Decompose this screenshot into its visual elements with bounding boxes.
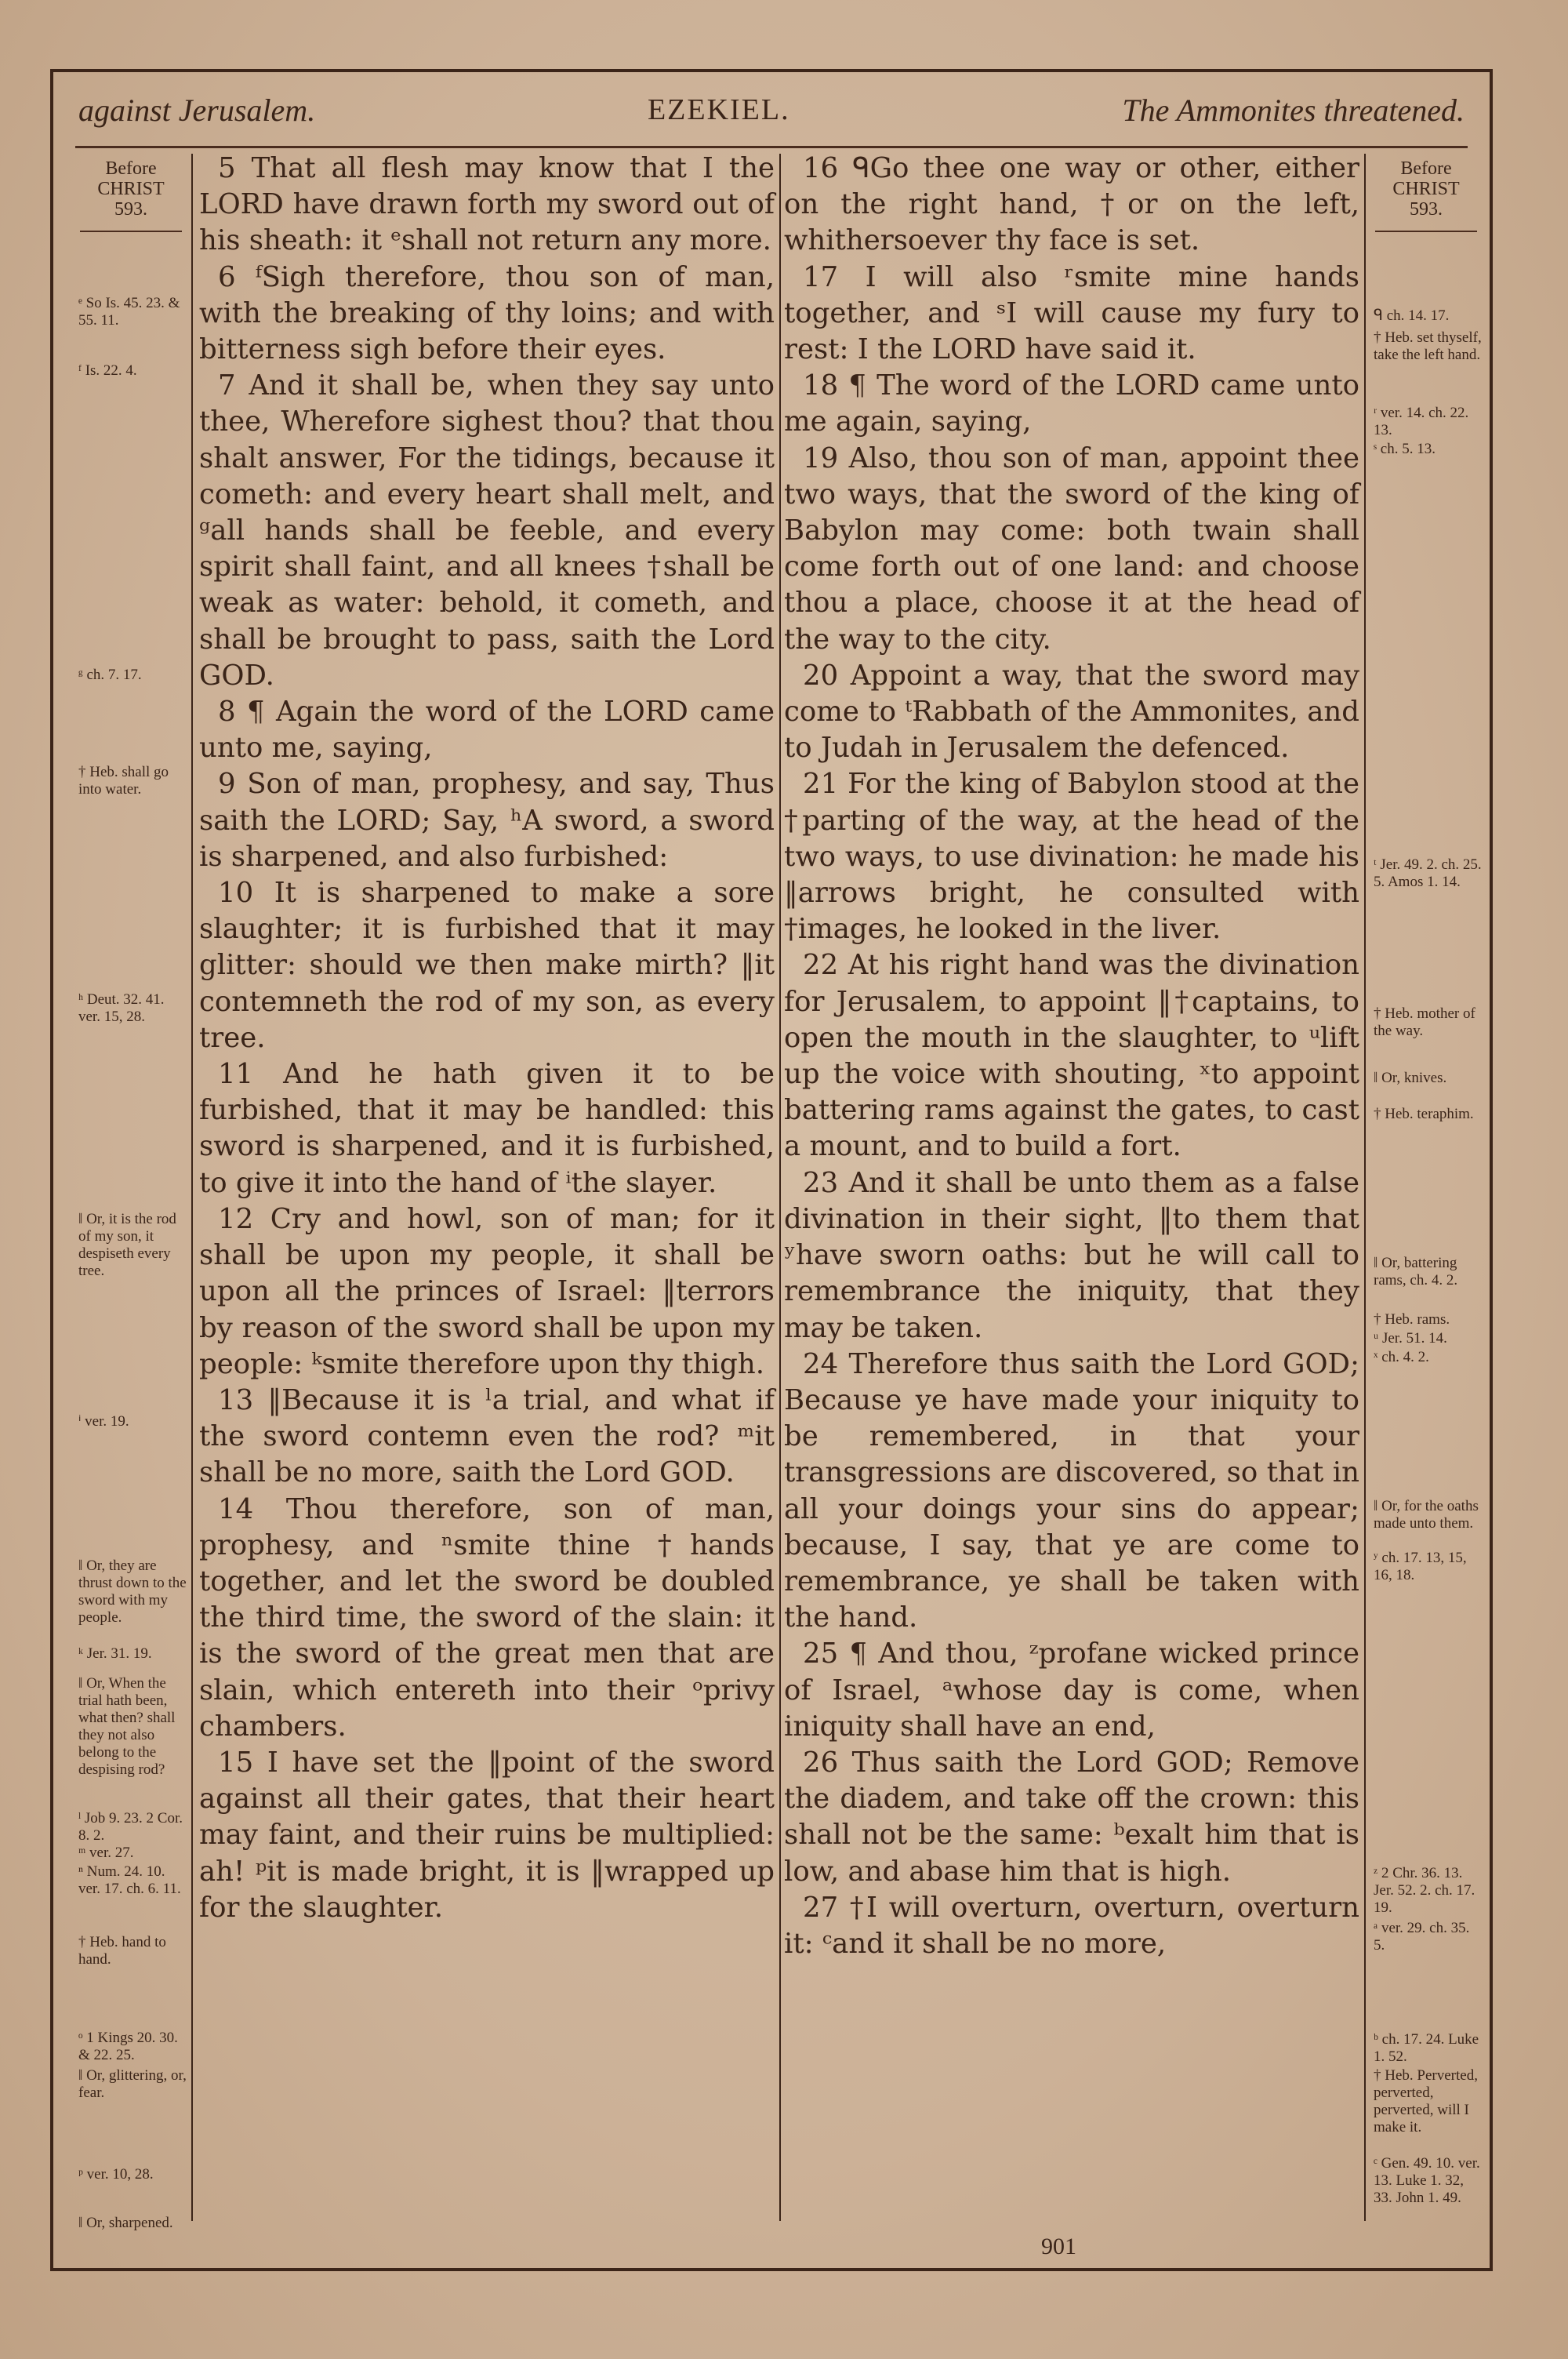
margin-note: † Heb. mother of the way. — [1374, 1005, 1475, 1039]
margin-note: ᵘ Jer. 51. 14. — [1374, 1330, 1447, 1347]
margin-note: ᵇ ch. 17. 24. Luke 1. 52. — [1374, 2031, 1479, 2065]
margin-note: ‖ Or, it is the rod of my son, it despiseth every tree. — [78, 1211, 176, 1279]
verse: 6 ᶠSigh therefore, thou son of man, with the breaking of thy loins; and with bitterness sigh before their eyes. — [199, 260, 775, 366]
margin-note: ʸ ch. 17. 13, 15, 16, 18. — [1374, 1550, 1467, 1583]
verse: 13 ‖Because it is ˡa trial, and what if the sword contemn even the rod? ᵐit shall be no more, saith the Lord GOD. — [199, 1383, 775, 1489]
header-rule — [75, 146, 1468, 148]
column-rule-left — [191, 154, 193, 2221]
verse: 18 ¶ The word of the LORD came unto me again, saying, — [784, 369, 1359, 438]
margin-note: ⁿ Num. 24. 10. ver. 17. ch. 6. 11. — [78, 1863, 181, 1897]
margin-note: † Heb. shall go into water. — [78, 764, 169, 798]
margin-note: † Heb. Perverted, perverted, perverted, will I make it. — [1374, 2067, 1478, 2135]
verse: 5 That all flesh may know that I the LORD have drawn forth my sword out of his sheath: it ᵉshall not return any more. — [199, 152, 775, 257]
verse: 12 Cry and howl, son of man; for it shall be upon my people, it shall be upon all the princes of Israel: ‖terrors by reason of the sword shall be upon my people: ᵏsmite therefore upon thy thigh. — [199, 1202, 775, 1380]
verse: 15 I have set the ‖point of the sword against all their gates, that their heart may faint, and their ruins be multiplied: ah! ᵖit is made bright, it is ‖wrapped up for the slaughter. — [199, 1746, 775, 1924]
margin-note: ‖ Or, they are thrust down to the sword with my people. — [78, 1558, 187, 1626]
margin-note: ᶻ 2 Chr. 36. 13. Jer. 52. 2. ch. 17. 19. — [1374, 1865, 1475, 1916]
verse: 11 And he hath given it to be furbished, that it may be handled: this sword is sharpened, and it is furbished, to give it into the hand of ⁱthe slayer. — [199, 1058, 775, 1199]
right-margin-notes — [1367, 158, 1485, 2221]
margin-note: ᵗ Jer. 49. 2. ch. 25. 5. Amos 1. 14. — [1374, 856, 1482, 890]
verse: 26 Thus saith the Lord GOD; Remove the diadem, and take off the crown: this shall not be the same: ᵇexalt him that is low, and abase him that is high. — [784, 1746, 1359, 1888]
verse: 20 Appoint a way, that the sword may come to ᵗRabbath of the Ammonites, and to Judah in Jerusalem the defenced. — [784, 659, 1359, 765]
text-column-2 — [784, 151, 1359, 1962]
margin-note: ‖ Or, battering rams, ch. 4. 2. — [1374, 1255, 1458, 1289]
left-margin-notes — [72, 158, 190, 2231]
margin-note: † Heb. set thyself, take the left hand. — [1374, 329, 1482, 363]
before-christ-date-right: Before CHRIST 593. — [1375, 158, 1477, 232]
verse: 25 ¶ And thou, ᶻprofane wicked prince of Israel, ᵃwhose day is come, when iniquity shall have an end, — [784, 1637, 1359, 1743]
verse: 16 ᑫGo thee one way or other, either on the right hand, †or on the left, whithersoever thy face is set. — [784, 152, 1359, 257]
verse: 8 ¶ Again the word of the LORD came unto me, saying, — [199, 696, 775, 765]
verse: 17 I will also ʳsmite mine hands together, and ˢI will cause my fury to rest: I the LORD have said it. — [784, 260, 1359, 366]
margin-note: ᶠ Is. 22. 4. — [78, 362, 137, 379]
margin-note: ˣ ch. 4. 2. — [1374, 1349, 1429, 1365]
column-rule-center — [779, 154, 781, 2221]
running-header — [78, 86, 1465, 133]
verse: 24 Therefore thus saith the Lord GOD; Because ye have made your iniquity to be remembered, in that your transgressions are discovered, so that in all your doings your sins do appear; because, I say, that ye are come to remembrance, ye shall be taken with the hand. — [784, 1347, 1359, 1634]
margin-note: ‖ Or, knives. — [1374, 1070, 1447, 1086]
page-frame — [50, 69, 1493, 2271]
margin-note: ᵉ So Is. 45. 23. & 55. 11. — [78, 295, 180, 329]
page-number: 901 — [1041, 2234, 1076, 2259]
margin-note: ˢ ch. 5. 13. — [1374, 441, 1436, 457]
margin-note: ᵐ ver. 27. — [78, 1845, 134, 1861]
book-title: EZEKIEL. — [647, 93, 790, 126]
margin-note: ᵏ Jer. 31. 19. — [78, 1645, 152, 1662]
margin-note: ᶜ Gen. 49. 10. ver. 13. Luke 1. 32, 33. John 1. 49. — [1374, 2155, 1480, 2206]
text-column-1 — [199, 151, 775, 1926]
margin-note: ᵃ ver. 29. ch. 35. 5. — [1374, 1920, 1470, 1954]
verse: 19 Also, thou son of man, appoint thee two ways, that the sword of the king of Babylon may come: both twain shall come forth out of one land: and choose thou a place, choose it at the head of the way to the city. — [784, 442, 1359, 656]
margin-note: ᑫ ch. 14. 17. — [1374, 307, 1450, 324]
verse: 14 Thou therefore, son of man, prophesy, and ⁿsmite thine †hands together, and let the sword be doubled the third time, the sword of the slain: it is the sword of the great men that are slain, which entereth into their ᵒprivy chambers. — [199, 1492, 775, 1743]
margin-note: ᵒ 1 Kings 20. 30. & 22. 25. — [78, 2030, 178, 2063]
margin-note: ᵍ ch. 7. 17. — [78, 667, 142, 683]
verse: 21 For the king of Babylon stood at the †parting of the way, at the head of the two ways, to use divination: he made his ‖arrows bright, he consulted with †images, he looked in the liver. — [784, 768, 1359, 946]
margin-note: ˡ Job 9. 23. 2 Cor. 8. 2. — [78, 1810, 183, 1844]
verse: 23 And it shall be unto them as a false divination in their sight, ‖to them that ʸhave sworn oaths: but he will call to remembrance the iniquity, that they may be taken. — [784, 1166, 1359, 1344]
margin-note: † Heb. teraphim. — [1374, 1106, 1474, 1122]
margin-note: ‖ Or, for the oaths made unto them. — [1374, 1498, 1479, 1532]
verse: 9 Son of man, prophesy, and say, Thus saith the LORD; Say, ʰA sword, a sword is sharpened, and also furbished: — [199, 768, 775, 873]
margin-note: ‖ Or, When the trial hath been, what then? shall they not also belong to the despising rod? — [78, 1675, 176, 1778]
verse: 10 It is sharpened to make a sore slaughter; it is furbished that it may glitter: should we then make mirth? ‖it contemneth the rod of my son, as every tree. — [199, 877, 775, 1054]
verse: 27 †I will overturn, overturn, overturn it: ᶜand it shall be no more, — [784, 1891, 1359, 1960]
margin-note: † Heb. hand to hand. — [78, 1934, 166, 1968]
margin-note: ʰ Deut. 32. 41. ver. 15, 28. — [78, 991, 165, 1025]
margin-note: ʳ ver. 14. ch. 22. 13. — [1374, 405, 1469, 438]
margin-note: ᵖ ver. 10, 28. — [78, 2166, 154, 2183]
margin-note: ⁱ ver. 19. — [78, 1413, 129, 1430]
header-right: The Ammonites threatened. — [1122, 92, 1465, 128]
header-left: against Jerusalem. — [78, 92, 316, 128]
verse: 22 At his right hand was the divination for Jerusalem, to appoint ‖†captains, to open the mouth in the slaughter, to ᵘlift up the voice with shouting, ˣto appoint battering rams against the gates, to cast a mount, and to build a fort. — [784, 949, 1359, 1163]
verse: 7 And it shall be, when they say unto thee, Wherefore sighest thou? that thou shalt answer, For the tidings, because it cometh: and every heart shall melt, and ᵍall hands shall be feeble, and every spirit shall faint, and all knees †shall be weak as water: behold, it cometh, and shall be brought to pass, saith the Lord GOD. — [199, 369, 775, 692]
margin-note: ‖ Or, glittering, or, fear. — [78, 2067, 187, 2101]
before-christ-date-left: Before CHRIST 593. — [80, 158, 182, 232]
column-rule-right — [1364, 154, 1366, 2221]
margin-note: ‖ Or, sharpened. — [78, 2215, 173, 2231]
margin-note: † Heb. rams. — [1374, 1311, 1450, 1328]
